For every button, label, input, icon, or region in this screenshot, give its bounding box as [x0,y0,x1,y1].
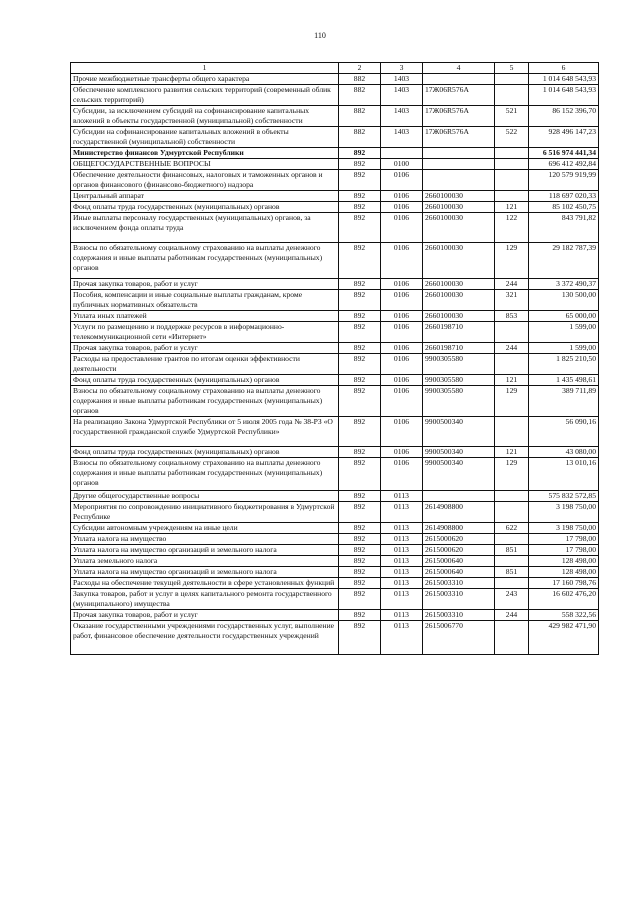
cell-sum: 575 832 572,85 [529,491,599,502]
cell-grbs: 882 [339,127,381,148]
table-row [71,523,599,534]
column-header-3: 3 [381,63,423,74]
cell-sum: 128 498,00 [529,567,599,578]
cell-name: Взносы по обязательному социальному страхованию на выплаты денежного содержания и иные выплаты работникам государственных (муниципальных) органов [71,386,339,417]
cell-sum: 3 372 490,37 [529,279,599,290]
cell-grbs: 892 [339,567,381,578]
cell-vr [495,159,529,170]
cell-sum: 843 791,82 [529,213,599,243]
cell-grbs: 892 [339,610,381,621]
cell-rzpr: 1403 [381,127,423,148]
cell-name: Взносы по обязательному социальному страхованию на выплаты денежного содержания и иные выплаты работникам государственных (муниципальных) органов [71,458,339,491]
cell-vr: 321 [495,290,529,311]
cell-rzpr: 0113 [381,491,423,502]
cell-csr [423,491,495,502]
cell-csr [423,148,495,159]
table-row [71,556,599,567]
cell-sum: 17 798,00 [529,545,599,556]
cell-name: Прочие межбюджетные трансферты общего характера [71,74,339,85]
cell-grbs: 892 [339,502,381,523]
cell-name: Прочая закупка товаров, работ и услуг [71,610,339,621]
table-row [71,127,599,148]
cell-vr [495,85,529,106]
cell-csr: 2615003310 [423,610,495,621]
cell-sum: 558 322,56 [529,610,599,621]
cell-name: Субсидии на софинансирование капитальных вложений в объекты государственной (муниципальной) собственности [71,127,339,148]
cell-grbs: 892 [339,417,381,447]
cell-sum: 696 412 492,84 [529,159,599,170]
cell-vr: 129 [495,386,529,417]
table-row [71,74,599,85]
cell-csr: 2615003310 [423,578,495,589]
cell-grbs: 892 [339,589,381,610]
cell-name: Услуги по размещению и поддержке ресурсов в информационно-телекоммуникационной сети «Интернет» [71,322,339,343]
cell-sum: 1 014 648 543,93 [529,74,599,85]
cell-vr: 853 [495,311,529,322]
cell-grbs: 892 [339,621,381,655]
cell-grbs: 892 [339,322,381,343]
table-row [71,213,599,243]
cell-vr [495,148,529,159]
cell-csr: 2660100030 [423,243,495,279]
cell-rzpr [381,148,423,159]
cell-rzpr: 0106 [381,417,423,447]
cell-csr: 9900305580 [423,375,495,386]
cell-name: Уплата иных платежей [71,311,339,322]
cell-rzpr: 1403 [381,85,423,106]
cell-rzpr: 0113 [381,534,423,545]
table-row [71,170,599,191]
cell-rzpr: 0113 [381,567,423,578]
cell-vr: 521 [495,106,529,127]
cell-sum: 56 090,16 [529,417,599,447]
cell-vr: 522 [495,127,529,148]
cell-rzpr: 0113 [381,556,423,567]
table-row [71,191,599,202]
cell-vr: 244 [495,610,529,621]
cell-sum: 3 198 750,00 [529,523,599,534]
column-header-4: 4 [423,63,495,74]
table-row [71,545,599,556]
table-row [71,354,599,375]
cell-csr: 9900500340 [423,458,495,491]
cell-name: Уплата налога на имущество организаций и земельного налога [71,567,339,578]
cell-name: Пособия, компенсации и иные социальные выплаты гражданам, кроме публичных нормативных обязательств [71,290,339,311]
cell-name: Иные выплаты персоналу государственных (муниципальных) органов, за исключением фонда оплаты труда [71,213,339,243]
table-row [71,243,599,279]
cell-vr: 851 [495,545,529,556]
cell-rzpr: 0100 [381,159,423,170]
table-row [71,85,599,106]
cell-sum: 130 500,00 [529,290,599,311]
page-number: 110 [314,31,326,40]
cell-name: Расходы на предоставление грантов по итогам оценки эффективности деятельности [71,354,339,375]
table-row [71,534,599,545]
cell-vr: 129 [495,458,529,491]
table-row [71,610,599,621]
cell-rzpr: 0113 [381,578,423,589]
cell-name: Обеспечение деятельности финансовых, налоговых и таможенных органов и органов финансового (финансово-бюджетного) надзора [71,170,339,191]
cell-vr: 244 [495,279,529,290]
cell-csr: 2660198710 [423,322,495,343]
cell-grbs: 892 [339,491,381,502]
column-header-1: 1 [71,63,339,74]
cell-csr: 9900500340 [423,447,495,458]
cell-rzpr: 0113 [381,502,423,523]
cell-name: Расходы на обеспечение текущей деятельности в сфере установленных функций [71,578,339,589]
cell-csr [423,74,495,85]
table-row [71,106,599,127]
cell-name: Оказание государственными учреждениями государственных услуг, выполнение работ, финансовое обеспечение деятельности государственных учреждений [71,621,339,655]
table-row [71,578,599,589]
cell-rzpr: 0106 [381,447,423,458]
cell-grbs: 892 [339,534,381,545]
cell-vr [495,491,529,502]
table-row [71,375,599,386]
table-row [71,311,599,322]
cell-grbs: 892 [339,290,381,311]
cell-sum: 86 152 396,70 [529,106,599,127]
cell-grbs: 892 [339,578,381,589]
cell-sum: 1 599,00 [529,343,599,354]
cell-grbs: 892 [339,523,381,534]
cell-name: Взносы по обязательному социальному страхованию на выплаты денежного содержания и иные выплаты работникам государственных (муниципальных) органов [71,243,339,279]
cell-grbs: 892 [339,447,381,458]
table-row [71,322,599,343]
cell-vr: 121 [495,202,529,213]
cell-rzpr: 0113 [381,545,423,556]
cell-grbs: 892 [339,213,381,243]
cell-name: Субсидии автономным учреждениям на иные цели [71,523,339,534]
cell-name: Прочая закупка товаров, работ и услуг [71,343,339,354]
cell-csr: 9900305580 [423,354,495,375]
cell-rzpr: 0106 [381,279,423,290]
cell-csr: 17Ж06R576А [423,127,495,148]
cell-vr [495,191,529,202]
cell-sum: 389 711,89 [529,386,599,417]
cell-name: Фонд оплаты труда государственных (муниципальных) органов [71,447,339,458]
cell-rzpr: 0106 [381,386,423,417]
table-row [71,290,599,311]
table-row [71,621,599,655]
table-row [71,279,599,290]
cell-name: Субсидии, за исключением субсидий на софинансирование капитальных вложений в объекты государственной (муниципальной) собственности [71,106,339,127]
table-row [71,159,599,170]
cell-rzpr: 1403 [381,106,423,127]
cell-csr: 2615003310 [423,589,495,610]
cell-vr [495,621,529,655]
cell-vr: 622 [495,523,529,534]
cell-vr [495,354,529,375]
cell-grbs: 892 [339,556,381,567]
cell-vr [495,322,529,343]
cell-grbs: 892 [339,354,381,375]
cell-csr: 2615000640 [423,567,495,578]
table-row [71,502,599,523]
table-row [71,202,599,213]
cell-grbs: 892 [339,191,381,202]
cell-rzpr: 0106 [381,202,423,213]
cell-sum: 65 000,00 [529,311,599,322]
column-header-6: 6 [529,63,599,74]
cell-name: Министерство финансов Удмуртской Республики [71,148,339,159]
cell-vr [495,502,529,523]
cell-sum: 118 697 020,33 [529,191,599,202]
cell-grbs: 892 [339,202,381,213]
cell-name: ОБЩЕГОСУДАРСТВЕННЫЕ ВОПРОСЫ [71,159,339,170]
table-row [71,417,599,447]
cell-sum: 85 102 450,75 [529,202,599,213]
cell-csr: 2615000640 [423,556,495,567]
cell-csr: 2660100030 [423,311,495,322]
table-row [71,386,599,417]
cell-csr: 2660198710 [423,343,495,354]
cell-grbs: 882 [339,106,381,127]
column-number-row [71,63,599,74]
cell-rzpr: 0106 [381,290,423,311]
cell-rzpr: 0106 [381,354,423,375]
cell-sum: 1 825 210,50 [529,354,599,375]
cell-vr [495,417,529,447]
cell-vr: 122 [495,213,529,243]
cell-csr: 2660100030 [423,213,495,243]
cell-csr: 17Ж06R576А [423,106,495,127]
cell-grbs: 892 [339,243,381,279]
cell-vr: 129 [495,243,529,279]
cell-grbs: 892 [339,311,381,322]
cell-sum: 17 798,00 [529,534,599,545]
table-row [71,343,599,354]
cell-sum: 128 498,00 [529,556,599,567]
cell-csr: 2615006770 [423,621,495,655]
cell-rzpr: 0106 [381,311,423,322]
cell-rzpr: 0106 [381,213,423,243]
table-row [71,148,599,159]
cell-grbs: 892 [339,170,381,191]
cell-vr [495,534,529,545]
cell-vr [495,556,529,567]
cell-vr [495,74,529,85]
column-header-2: 2 [339,63,381,74]
cell-rzpr: 0106 [381,343,423,354]
cell-name: Мероприятия по сопровождению инициативного бюджетирования в Удмуртской Республике [71,502,339,523]
cell-grbs: 892 [339,279,381,290]
cell-rzpr: 0106 [381,375,423,386]
cell-name: Уплата налога на имущество [71,534,339,545]
cell-rzpr: 0113 [381,589,423,610]
cell-vr [495,170,529,191]
cell-name: Уплата земельного налога [71,556,339,567]
cell-rzpr: 0113 [381,610,423,621]
cell-rzpr: 0106 [381,191,423,202]
column-header-5: 5 [495,63,529,74]
cell-name: Фонд оплаты труда государственных (муниципальных) органов [71,202,339,213]
cell-csr: 2614908800 [423,502,495,523]
cell-sum: 1 435 498,61 [529,375,599,386]
cell-csr: 2660100030 [423,202,495,213]
cell-vr: 244 [495,343,529,354]
cell-grbs: 892 [339,343,381,354]
cell-name: Закупка товаров, работ и услуг в целях капитального ремонта государственного (муниципального) имущества [71,589,339,610]
cell-name: Прочая закупка товаров, работ и услуг [71,279,339,290]
cell-csr: 2660100030 [423,290,495,311]
cell-sum: 1 599,00 [529,322,599,343]
cell-name: Обеспечение комплексного развития сельских территорий (современный облик сельских территорий) [71,85,339,106]
cell-csr: 2615000620 [423,534,495,545]
cell-sum: 43 080,00 [529,447,599,458]
cell-grbs: 892 [339,458,381,491]
cell-rzpr: 0113 [381,523,423,534]
cell-sum: 16 602 476,20 [529,589,599,610]
cell-rzpr: 0106 [381,322,423,343]
cell-sum: 429 982 471,90 [529,621,599,655]
cell-vr: 851 [495,567,529,578]
cell-name: Другие общегосударственные вопросы [71,491,339,502]
budget-table [70,62,599,655]
cell-grbs: 892 [339,545,381,556]
cell-name: Фонд оплаты труда государственных (муниципальных) органов [71,375,339,386]
cell-grbs: 882 [339,85,381,106]
cell-csr: 2660100030 [423,279,495,290]
cell-rzpr: 1403 [381,74,423,85]
cell-csr [423,170,495,191]
cell-vr: 121 [495,447,529,458]
cell-grbs: 892 [339,375,381,386]
cell-sum: 3 198 750,00 [529,502,599,523]
cell-csr: 2614908800 [423,523,495,534]
cell-rzpr: 0106 [381,170,423,191]
cell-rzpr: 0106 [381,458,423,491]
cell-name: Центральный аппарат [71,191,339,202]
cell-sum: 29 182 787,39 [529,243,599,279]
table-row [71,458,599,491]
cell-grbs: 892 [339,159,381,170]
cell-rzpr: 0106 [381,243,423,279]
cell-name: Уплата налога на имущество организаций и земельного налога [71,545,339,556]
table-row [71,589,599,610]
cell-sum: 6 516 974 441,34 [529,148,599,159]
table-row [71,447,599,458]
table-row [71,491,599,502]
cell-csr: 9900305580 [423,386,495,417]
cell-csr: 2660100030 [423,191,495,202]
cell-grbs: 892 [339,386,381,417]
cell-csr [423,159,495,170]
cell-csr: 9900500340 [423,417,495,447]
cell-vr: 121 [495,375,529,386]
cell-grbs: 882 [339,74,381,85]
cell-csr: 17Ж06R576А [423,85,495,106]
cell-sum: 928 496 147,23 [529,127,599,148]
cell-sum: 120 579 919,99 [529,170,599,191]
cell-name: На реализацию Закона Удмуртской Республики от 5 июля 2005 года № 38-РЗ «О государственной гражданской службе Удмуртской Республики» [71,417,339,447]
cell-sum: 13 010,16 [529,458,599,491]
cell-sum: 1 014 648 543,93 [529,85,599,106]
cell-vr [495,578,529,589]
cell-vr: 243 [495,589,529,610]
table-row [71,567,599,578]
cell-sum: 17 160 798,76 [529,578,599,589]
cell-grbs: 892 [339,148,381,159]
cell-csr: 2615000620 [423,545,495,556]
cell-rzpr: 0113 [381,621,423,655]
